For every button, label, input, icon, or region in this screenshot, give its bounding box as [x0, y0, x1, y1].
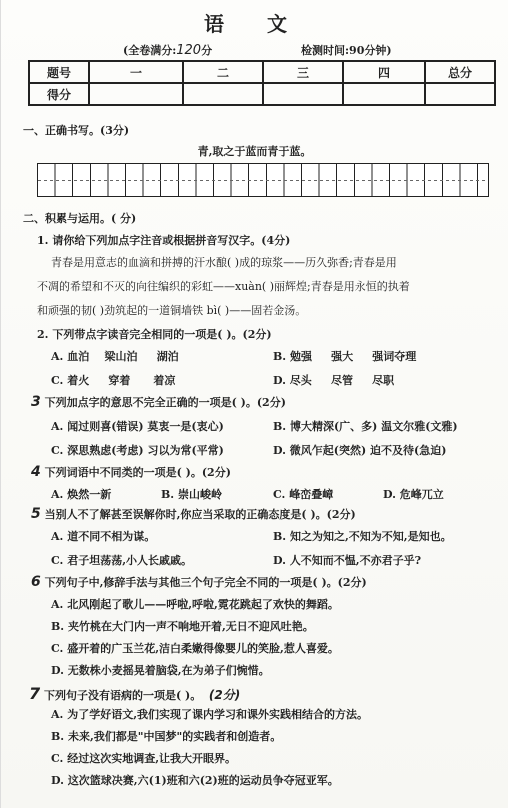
q4-option-b: B. 崇山峻岭: [161, 488, 222, 501]
q5-option-c: C. 君子坦荡荡,小人长戚戚。: [51, 554, 193, 567]
q3-option-b: B. 博大精深(广、多) 温文尔雅(文雅): [273, 420, 458, 433]
section1-heading: 一、正确书写。(3分): [23, 124, 130, 137]
page-title: 语 文: [204, 12, 305, 36]
q4-number: 4: [31, 464, 41, 480]
header-cell-4: 四: [343, 61, 425, 83]
score-row-label: 得分: [29, 83, 89, 105]
q7-number: 7: [29, 684, 41, 703]
q7-option-c: C. 经过这次实地调查,让我大开眼界。: [51, 752, 237, 765]
q1-line-1: 青春是用意志的血滴和拼搏的汗水酿( )成的琼浆——历久弥香;青春是用: [51, 256, 397, 269]
q7-stem: 7 下列句子没有语病的一项是( )。 (2分): [29, 684, 241, 703]
q2-option-b: B. 勉强 强大 强词夺理: [273, 350, 417, 363]
score-cell[interactable]: [183, 83, 263, 105]
copy-motto: 青,取之于蓝而青于蓝。: [197, 145, 312, 158]
q4-stem: 4 下列词语中不同类的一项是( )。(2分): [31, 464, 231, 480]
q3-option-c: C. 深思熟虑(考虑) 习以为常(平常): [51, 444, 224, 457]
q6-option-d: D. 无数株小麦摇晃着脑袋,在为弟子们惋惜。: [51, 664, 270, 677]
q5-number: 5: [31, 506, 41, 522]
q3-stem: 3 下列加点字的意思不完全正确的一项是( )。(2分): [31, 394, 286, 410]
q6-option-c: C. 盛开着的广玉兰花,洁白柔嫩得像婴儿的笑脸,惹人喜爱。: [51, 642, 339, 655]
q1-line-2: 不凋的希望和不灭的向往编织的彩虹——xuàn( )丽辉煌;青春是用永恒的执着: [37, 280, 410, 293]
score-table: [28, 60, 496, 106]
q6-option-b: B. 夹竹桃在大门内一声不响地开着,无日不迎风吐艳。: [51, 620, 314, 633]
q7-option-a: A. 为了学好语文,我们实现了课内学习和课外实践相结合的方法。: [51, 708, 369, 721]
q2-option-c: C. 着火 穿着 着凉: [51, 374, 176, 387]
q6-option-a: A. 北风刚起了歌儿——呼啦,呼啦,霓花跳起了欢快的舞蹈。: [51, 598, 339, 611]
q4-option-d: D. 危峰兀立: [383, 488, 444, 501]
q3-option-d: D. 微风乍起(突然) 迫不及待(急迫): [273, 444, 447, 457]
q7-option-d: D. 这次篮球决赛,六(1)班和六(2)班的运动员争夺冠亚军。: [51, 774, 339, 787]
score-cell[interactable]: [343, 83, 425, 105]
q5-option-b: B. 知之为知之,不知为不知,是知也。: [273, 530, 452, 543]
score-cell[interactable]: [89, 83, 183, 105]
q4-option-c: C. 峰峦叠嶂: [273, 488, 334, 501]
writing-grid[interactable]: [37, 163, 489, 197]
q3-option-a: A. 闻过则喜(错误) 莫衷一是(衷心): [51, 420, 224, 433]
header-cell-total: 总分: [425, 61, 495, 83]
q2-option-a: A. 血泊 梁山泊 湖泊: [51, 350, 179, 363]
score-table-score-row: [29, 83, 495, 105]
grid-midline: [38, 180, 488, 181]
section2-heading: 二、积累与运用。( 分): [23, 212, 137, 225]
q7-handwritten-score: (2分): [208, 688, 241, 702]
score-cell[interactable]: [425, 83, 495, 105]
score-cell[interactable]: [263, 83, 343, 105]
full-score-info: (全卷满分:120分: [123, 43, 213, 58]
q7-option-b: B. 未来,我们都是"中国梦"的实践者和创造者。: [51, 730, 282, 743]
q6-number: 6: [31, 574, 41, 590]
header-cell-label: 题号: [29, 61, 89, 83]
q4-option-a: A. 焕然一新: [51, 488, 112, 501]
q1-stem: 1. 请你给下列加点字注音或根据拼音写汉字。(4分): [37, 234, 291, 247]
time-info: 检测时间:90分钟): [301, 44, 392, 57]
q1-line-3: 和顽强的韧( )劲筑起的一道铜墙铁 bì( )——固若金汤。: [37, 304, 307, 317]
header-cell-1: 一: [89, 61, 183, 83]
q2-option-d: D. 尽头 尽管 尽职: [273, 374, 395, 387]
handwritten-score: 120: [176, 43, 202, 58]
header-cell-3: 三: [263, 61, 343, 83]
q6-stem: 6 下列句子中,修辞手法与其他三个句子完全不同的一项是( )。(2分): [31, 574, 367, 590]
q5-option-d: D. 人不知而不愠,不亦君子乎?: [273, 554, 422, 567]
q2-stem: 2. 下列带点字读音完全相同的一项是( )。(2分): [37, 328, 272, 341]
q5-stem: 5 当别人不了解甚至误解你时,你应当采取的正确态度是( )。(2分): [31, 506, 356, 522]
header-cell-2: 二: [183, 61, 263, 83]
q3-number: 3: [31, 394, 41, 410]
q5-option-a: A. 道不同不相为谋。: [51, 530, 156, 543]
score-table-header-row: [29, 61, 495, 83]
